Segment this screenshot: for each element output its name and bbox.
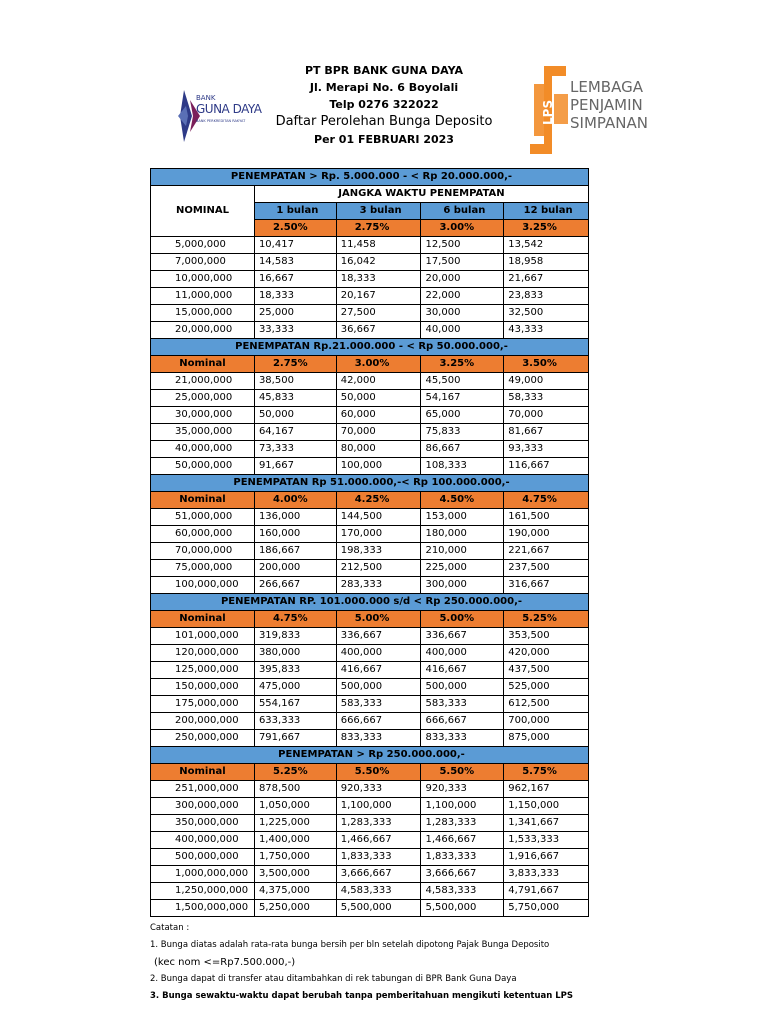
table-row <box>151 713 589 730</box>
table-row <box>151 866 589 883</box>
rate-row <box>151 356 589 373</box>
nominal-cell: 400,000,000 <box>151 832 255 849</box>
interest-cell: 1,150,000 <box>504 798 589 815</box>
nominal-cell: 250,000,000 <box>151 730 255 747</box>
interest-cell: 666,667 <box>336 713 421 730</box>
document-title: Daftar Perolehan Bunga Deposito <box>275 114 493 129</box>
table-row <box>151 900 589 917</box>
interest-cell: 5,500,000 <box>421 900 504 917</box>
note-2: 2. Bunga dapat di transfer atau ditambahkan di rek tabungan di BPR Bank Guna Daya <box>150 974 517 984</box>
rate-cell: 4.75% <box>254 611 336 628</box>
nominal-cell: 500,000,000 <box>151 849 255 866</box>
interest-cell: 583,333 <box>336 696 421 713</box>
rate-cell: 5.00% <box>421 611 504 628</box>
notes-heading: Catatan : <box>150 923 190 933</box>
interest-cell: 186,667 <box>254 543 336 560</box>
interest-cell: 666,667 <box>421 713 504 730</box>
interest-cell: 5,250,000 <box>254 900 336 917</box>
nominal-cell: 40,000,000 <box>151 441 255 458</box>
interest-cell: 100,000 <box>336 458 421 475</box>
interest-cell: 1,100,000 <box>336 798 421 815</box>
interest-cell: 1,283,333 <box>421 815 504 832</box>
rate-cell: 4.75% <box>504 492 589 509</box>
interest-cell: 45,500 <box>421 373 504 390</box>
interest-cell: 13,542 <box>504 237 589 254</box>
nominal-cell: 350,000,000 <box>151 815 255 832</box>
interest-cell: 25,000 <box>254 305 336 322</box>
interest-cell: 190,000 <box>504 526 589 543</box>
nominal-cell: 75,000,000 <box>151 560 255 577</box>
interest-cell: 225,000 <box>421 560 504 577</box>
interest-cell: 633,333 <box>254 713 336 730</box>
bank-logo-name: GUNA DAYA <box>196 102 262 116</box>
term-name: 1 bulan <box>254 203 336 220</box>
interest-cell: 49,000 <box>504 373 589 390</box>
interest-cell: 791,667 <box>254 730 336 747</box>
term-header: JANGKA WAKTU PENEMPATAN <box>254 186 588 203</box>
interest-cell: 237,500 <box>504 560 589 577</box>
interest-cell: 500,000 <box>421 679 504 696</box>
interest-cell: 266,667 <box>254 577 336 594</box>
interest-cell: 875,000 <box>504 730 589 747</box>
interest-cell: 554,167 <box>254 696 336 713</box>
interest-cell: 475,000 <box>254 679 336 696</box>
rate-cell: 2.50% <box>254 220 336 237</box>
rate-cell: 3.25% <box>421 356 504 373</box>
term-name: 3 bulan <box>336 203 421 220</box>
table-row <box>151 458 589 475</box>
nominal-cell: 175,000,000 <box>151 696 255 713</box>
interest-cell: 27,500 <box>336 305 421 322</box>
deposit-interest-table <box>150 168 589 917</box>
lps-line1: LEMBAGA <box>570 78 643 96</box>
interest-cell: 153,000 <box>421 509 504 526</box>
interest-cell: 420,000 <box>504 645 589 662</box>
interest-cell: 5,750,000 <box>504 900 589 917</box>
document-date: Per 01 FEBRUARI 2023 <box>314 133 454 146</box>
interest-cell: 32,500 <box>504 305 589 322</box>
rate-cell: 5.75% <box>504 764 589 781</box>
interest-cell: 16,042 <box>336 254 421 271</box>
interest-cell: 116,667 <box>504 458 589 475</box>
interest-cell: 93,333 <box>504 441 589 458</box>
term-name: 6 bulan <box>421 203 504 220</box>
interest-cell: 18,333 <box>254 288 336 305</box>
rate-cell: 3.50% <box>504 356 589 373</box>
table-row <box>151 696 589 713</box>
nominal-cell: 1,500,000,000 <box>151 900 255 917</box>
table-row <box>151 883 589 900</box>
lps-line3: SIMPANAN <box>570 114 648 132</box>
nominal-label: Nominal <box>151 764 255 781</box>
rate-cell: 5.25% <box>254 764 336 781</box>
table-row <box>151 373 589 390</box>
interest-cell: 1,750,000 <box>254 849 336 866</box>
table-row <box>151 832 589 849</box>
company-phone: Telp 0276 322022 <box>329 98 439 111</box>
interest-cell: 21,667 <box>504 271 589 288</box>
interest-cell: 1,466,667 <box>421 832 504 849</box>
interest-cell: 1,533,333 <box>504 832 589 849</box>
section-title: PENEMPATAN Rp 51.000.000,-< Rp 100.000.000,- <box>151 475 589 492</box>
nominal-cell: 30,000,000 <box>151 407 255 424</box>
table-row <box>151 849 589 866</box>
interest-cell: 833,333 <box>421 730 504 747</box>
interest-cell: 4,583,333 <box>421 883 504 900</box>
interest-cell: 212,500 <box>336 560 421 577</box>
table-row <box>151 730 589 747</box>
interest-cell: 353,500 <box>504 628 589 645</box>
table-row <box>151 237 589 254</box>
interest-cell: 64,167 <box>254 424 336 441</box>
interest-cell: 3,833,333 <box>504 866 589 883</box>
nominal-cell: 100,000,000 <box>151 577 255 594</box>
nominal-label: Nominal <box>151 611 255 628</box>
rate-row <box>151 611 589 628</box>
note-1: 1. Bunga diatas adalah rata-rata bunga bersih per bln setelah dipotong Pajak Bunga Deposito <box>150 940 550 950</box>
interest-cell: 700,000 <box>504 713 589 730</box>
interest-cell: 18,333 <box>336 271 421 288</box>
note-1-exception: (kec nom <=Rp7.500.000,-) <box>154 957 296 968</box>
interest-cell: 22,000 <box>421 288 504 305</box>
lps-logo-mark-text: LPS <box>541 99 555 125</box>
interest-cell: 14,583 <box>254 254 336 271</box>
interest-cell: 73,333 <box>254 441 336 458</box>
nominal-label: Nominal <box>151 356 255 373</box>
nominal-cell: 1,000,000,000 <box>151 866 255 883</box>
interest-cell: 3,666,667 <box>421 866 504 883</box>
interest-cell: 583,333 <box>421 696 504 713</box>
nominal-cell: 1,250,000,000 <box>151 883 255 900</box>
table-row <box>151 407 589 424</box>
nominal-cell: 120,000,000 <box>151 645 255 662</box>
interest-cell: 23,833 <box>504 288 589 305</box>
interest-cell: 437,500 <box>504 662 589 679</box>
interest-cell: 416,667 <box>336 662 421 679</box>
interest-cell: 4,583,333 <box>336 883 421 900</box>
nominal-cell: 15,000,000 <box>151 305 255 322</box>
interest-cell: 18,958 <box>504 254 589 271</box>
nominal-cell: 200,000,000 <box>151 713 255 730</box>
nominal-cell: 251,000,000 <box>151 781 255 798</box>
interest-cell: 1,283,333 <box>336 815 421 832</box>
section-header-row <box>151 169 589 186</box>
interest-cell: 210,000 <box>421 543 504 560</box>
interest-cell: 1,400,000 <box>254 832 336 849</box>
interest-cell: 91,667 <box>254 458 336 475</box>
interest-cell: 43,333 <box>504 322 589 339</box>
section-title: PENEMPATAN > Rp. 5.000.000 - < Rp 20.000.000,- <box>151 169 589 186</box>
table-row <box>151 526 589 543</box>
interest-cell: 20,167 <box>336 288 421 305</box>
nominal-cell: 21,000,000 <box>151 373 255 390</box>
table-row <box>151 441 589 458</box>
interest-cell: 144,500 <box>336 509 421 526</box>
table-row <box>151 560 589 577</box>
interest-cell: 40,000 <box>421 322 504 339</box>
nominal-cell: 11,000,000 <box>151 288 255 305</box>
interest-cell: 58,333 <box>504 390 589 407</box>
table-row <box>151 424 589 441</box>
interest-cell: 612,500 <box>504 696 589 713</box>
nominal-cell: 20,000,000 <box>151 322 255 339</box>
interest-cell: 86,667 <box>421 441 504 458</box>
company-address: Jl. Merapi No. 6 Boyolali <box>309 81 459 94</box>
interest-cell: 400,000 <box>336 645 421 662</box>
interest-cell: 161,500 <box>504 509 589 526</box>
interest-cell: 36,667 <box>336 322 421 339</box>
interest-cell: 136,000 <box>254 509 336 526</box>
interest-cell: 3,666,667 <box>336 866 421 883</box>
interest-cell: 1,100,000 <box>421 798 504 815</box>
nominal-cell: 10,000,000 <box>151 271 255 288</box>
interest-cell: 878,500 <box>254 781 336 798</box>
bank-logo-word: BANK <box>196 94 216 102</box>
interest-cell: 336,667 <box>336 628 421 645</box>
rate-cell: 3.00% <box>421 220 504 237</box>
table-row <box>151 662 589 679</box>
table-row <box>151 288 589 305</box>
interest-cell: 4,375,000 <box>254 883 336 900</box>
interest-cell: 962,167 <box>504 781 589 798</box>
rate-cell: 2.75% <box>254 356 336 373</box>
term-header-row <box>151 186 589 203</box>
notes-section <box>150 920 750 1005</box>
table-row <box>151 798 589 815</box>
interest-cell: 5,500,000 <box>336 900 421 917</box>
section-title: PENEMPATAN Rp.21.000.000 - < Rp 50.000.000,- <box>151 339 589 356</box>
bank-logo-tagline: BANK PERKREDITAN RAKYAT <box>196 119 246 123</box>
interest-cell: 920,333 <box>336 781 421 798</box>
interest-cell: 30,000 <box>421 305 504 322</box>
table-row <box>151 254 589 271</box>
interest-cell: 50,000 <box>254 407 336 424</box>
interest-cell: 33,333 <box>254 322 336 339</box>
table-row <box>151 645 589 662</box>
interest-cell: 1,833,333 <box>421 849 504 866</box>
interest-cell: 80,000 <box>336 441 421 458</box>
table-row <box>151 271 589 288</box>
interest-cell: 3,500,000 <box>254 866 336 883</box>
rate-cell: 3.25% <box>504 220 589 237</box>
section-header-row <box>151 339 589 356</box>
table-row <box>151 628 589 645</box>
rate-row <box>151 764 589 781</box>
table-row <box>151 543 589 560</box>
table-row <box>151 509 589 526</box>
rate-cell: 5.50% <box>421 764 504 781</box>
lps-line2: PENJAMIN <box>570 96 643 114</box>
interest-cell: 75,833 <box>421 424 504 441</box>
interest-cell: 180,000 <box>421 526 504 543</box>
nominal-cell: 101,000,000 <box>151 628 255 645</box>
interest-cell: 38,500 <box>254 373 336 390</box>
interest-cell: 10,417 <box>254 237 336 254</box>
nominal-label: NOMINAL <box>151 186 255 237</box>
nominal-cell: 35,000,000 <box>151 424 255 441</box>
interest-cell: 1,833,333 <box>336 849 421 866</box>
interest-cell: 319,833 <box>254 628 336 645</box>
table-row <box>151 679 589 696</box>
interest-cell: 198,333 <box>336 543 421 560</box>
interest-cell: 1,050,000 <box>254 798 336 815</box>
table-row <box>151 322 589 339</box>
interest-cell: 1,225,000 <box>254 815 336 832</box>
interest-cell: 833,333 <box>336 730 421 747</box>
nominal-cell: 5,000,000 <box>151 237 255 254</box>
rate-row <box>151 492 589 509</box>
interest-cell: 70,000 <box>336 424 421 441</box>
interest-cell: 1,341,667 <box>504 815 589 832</box>
interest-cell: 395,833 <box>254 662 336 679</box>
interest-cell: 920,333 <box>421 781 504 798</box>
nominal-cell: 60,000,000 <box>151 526 255 543</box>
interest-cell: 16,667 <box>254 271 336 288</box>
table-row <box>151 577 589 594</box>
interest-cell: 45,833 <box>254 390 336 407</box>
company-name: PT BPR BANK GUNA DAYA <box>304 64 464 77</box>
nominal-cell: 7,000,000 <box>151 254 255 271</box>
interest-cell: 20,000 <box>421 271 504 288</box>
interest-cell: 283,333 <box>336 577 421 594</box>
nominal-cell: 51,000,000 <box>151 509 255 526</box>
table-row <box>151 305 589 322</box>
rate-cell: 5.00% <box>336 611 421 628</box>
table-row <box>151 390 589 407</box>
interest-cell: 42,000 <box>336 373 421 390</box>
interest-cell: 54,167 <box>421 390 504 407</box>
interest-cell: 17,500 <box>421 254 504 271</box>
interest-cell: 160,000 <box>254 526 336 543</box>
rate-cell: 5.50% <box>336 764 421 781</box>
interest-cell: 525,000 <box>504 679 589 696</box>
table-row <box>151 781 589 798</box>
interest-cell: 200,000 <box>254 560 336 577</box>
interest-cell: 11,458 <box>336 237 421 254</box>
interest-cell: 1,466,667 <box>336 832 421 849</box>
interest-cell: 170,000 <box>336 526 421 543</box>
rate-cell: 5.25% <box>504 611 589 628</box>
table-row <box>151 815 589 832</box>
interest-cell: 12,500 <box>421 237 504 254</box>
rate-cell: 4.25% <box>336 492 421 509</box>
interest-cell: 60,000 <box>336 407 421 424</box>
section-title: PENEMPATAN > Rp 250.000.000,- <box>151 747 589 764</box>
nominal-label: Nominal <box>151 492 255 509</box>
document-header <box>0 62 768 148</box>
interest-cell: 81,667 <box>504 424 589 441</box>
interest-cell: 316,667 <box>504 577 589 594</box>
interest-cell: 416,667 <box>421 662 504 679</box>
nominal-cell: 150,000,000 <box>151 679 255 696</box>
rate-cell: 3.00% <box>336 356 421 373</box>
interest-cell: 336,667 <box>421 628 504 645</box>
interest-cell: 380,000 <box>254 645 336 662</box>
term-name: 12 bulan <box>504 203 589 220</box>
interest-cell: 400,000 <box>421 645 504 662</box>
interest-cell: 65,000 <box>421 407 504 424</box>
section-header-row <box>151 475 589 492</box>
nominal-cell: 300,000,000 <box>151 798 255 815</box>
section-header-row <box>151 594 589 611</box>
rate-cell: 4.00% <box>254 492 336 509</box>
nominal-cell: 50,000,000 <box>151 458 255 475</box>
nominal-cell: 25,000,000 <box>151 390 255 407</box>
interest-cell: 1,916,667 <box>504 849 589 866</box>
rate-cell: 4.50% <box>421 492 504 509</box>
interest-cell: 50,000 <box>336 390 421 407</box>
section-title: PENEMPATAN RP. 101.000.000 s/d < Rp 250.000.000,- <box>151 594 589 611</box>
nominal-cell: 125,000,000 <box>151 662 255 679</box>
interest-cell: 500,000 <box>336 679 421 696</box>
interest-cell: 4,791,667 <box>504 883 589 900</box>
interest-cell: 221,667 <box>504 543 589 560</box>
rate-cell: 2.75% <box>336 220 421 237</box>
interest-cell: 300,000 <box>421 577 504 594</box>
interest-cell: 108,333 <box>421 458 504 475</box>
nominal-cell: 70,000,000 <box>151 543 255 560</box>
interest-cell: 70,000 <box>504 407 589 424</box>
note-3: 3. Bunga sewaktu-waktu dapat berubah tanpa pemberitahuan mengikuti ketentuan LPS <box>150 991 574 1001</box>
section-header-row <box>151 747 589 764</box>
